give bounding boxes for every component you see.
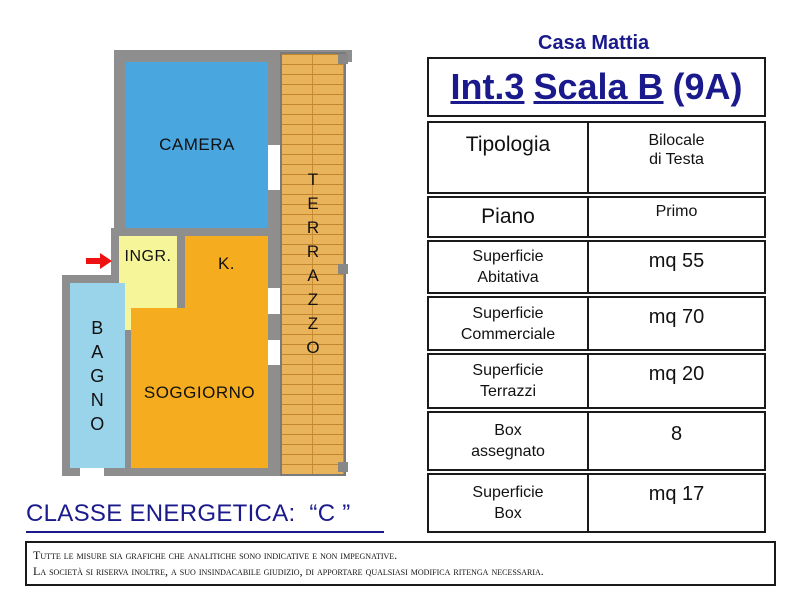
room-bagno-letter: O [90, 413, 105, 434]
unit-code: (9A) [672, 66, 743, 107]
room-bagno-letter: B [91, 317, 104, 338]
spec-label [429, 242, 589, 292]
room-bagno-letter: A [91, 341, 104, 362]
spec-row-tipologia [427, 121, 766, 194]
wall-right-rooms [268, 50, 280, 475]
spec-value-line: Primo [655, 203, 698, 220]
terrazzo-letter: Z [307, 314, 319, 333]
building-name: Casa Mattia [538, 32, 650, 54]
spec-value-line: mq 55 [648, 250, 705, 272]
spec-row-superficie-box [427, 473, 766, 533]
spec-value [589, 298, 764, 349]
terrazzo-letter: R [306, 242, 320, 261]
spec-value-line: mq 70 [648, 306, 705, 328]
spec-value-line: mq 20 [648, 363, 705, 385]
spec-label-line: Superficie [472, 304, 544, 322]
terrazzo-post-top [338, 54, 348, 64]
spec-row-superficie-abitativa [427, 240, 766, 294]
spec-value [589, 123, 764, 192]
disclaimer-line: La società si riserva inoltre, a suo insindacabile giudizio, di apportare qualsiasi modifica ritenga necessaria. [33, 564, 544, 578]
spec-value-line: mq 17 [648, 483, 705, 505]
spec-label [429, 355, 589, 407]
spec-value [589, 242, 764, 292]
wall-bagno-left [62, 275, 70, 476]
spec-label [429, 413, 589, 469]
terrazzo-letter: O [306, 338, 320, 357]
unit-staircase: Scala B [533, 66, 664, 107]
spec-label-line: Terrazzi [479, 383, 536, 400]
terrazzo-post-mid [338, 264, 348, 274]
spec-value-line: Bilocale [648, 132, 705, 149]
wall-ingresso-right [177, 236, 185, 308]
room-camera-label: CAMERA [159, 135, 235, 154]
terrazzo-letter: R [306, 218, 320, 237]
spec-label [429, 123, 589, 192]
spec-label-line: Box [494, 422, 522, 439]
window-bagno [80, 468, 104, 476]
unit-title [427, 57, 766, 117]
window-cucina [268, 288, 280, 314]
room-bagno-letter: N [90, 389, 105, 410]
spec-row-superficie-terrazzi [427, 353, 766, 409]
spec-label [429, 198, 589, 236]
spec-value-line: 8 [670, 423, 683, 445]
spec-label-line: Superficie [472, 362, 544, 379]
spec-label-line: Superficie [472, 248, 544, 265]
spec-label-line: Superficie [472, 484, 544, 501]
window-soggiorno [268, 340, 280, 365]
spec-label-line: Commerciale [460, 325, 556, 343]
room-bagno [70, 283, 125, 468]
terrazzo [280, 52, 346, 476]
spec-value-line: di Testa [649, 151, 704, 168]
spec-value [589, 413, 764, 469]
spec-label-line: assegnato [471, 443, 545, 460]
room-soggiorno-label: SOGGIORNO [143, 383, 256, 402]
terrazzo-post-bottom [338, 462, 348, 472]
terrazzo-letter: T [307, 170, 319, 189]
room-camera [126, 62, 268, 228]
spec-label-line: Tipologia [465, 133, 551, 156]
disclaimer-line: Tutte le misure sia grafiche che analitiche sono indicative e non impegnative. [33, 548, 398, 562]
spec-label-line: Abitativa [477, 269, 539, 286]
spec-row-piano [427, 196, 766, 238]
wall-left-upper [114, 50, 126, 236]
spec-label-line: Box [494, 505, 522, 522]
terrazzo-letter: A [307, 266, 319, 285]
room-bagno-letter: G [90, 365, 105, 386]
energy-class-underline [26, 531, 384, 533]
entrance-arrow-icon [86, 253, 112, 269]
room-ingresso-label: INGR. [124, 248, 172, 265]
room-cucina-label: K. [217, 254, 236, 273]
spec-row-box-assegnato [427, 411, 766, 471]
energy-class: CLASSE ENERGETICA: “C ” [26, 500, 351, 527]
spec-label [429, 475, 589, 531]
spec-row-superficie-commerciale [427, 296, 766, 351]
floor-plan [0, 0, 380, 480]
terrazzo-letter: Z [307, 290, 319, 309]
spec-label [429, 298, 589, 349]
wall-camera-bottom [114, 228, 280, 236]
room-cucina [185, 236, 268, 308]
spec-value [589, 475, 764, 531]
terrazzo-letter: E [307, 194, 319, 213]
window-camera [268, 145, 280, 190]
spec-label-line: Piano [481, 205, 535, 228]
room-soggiorno [131, 308, 268, 468]
spec-value [589, 198, 764, 236]
unit-number: Int.3 [450, 66, 525, 107]
disclaimer-box [25, 541, 776, 586]
spec-value [589, 355, 764, 407]
